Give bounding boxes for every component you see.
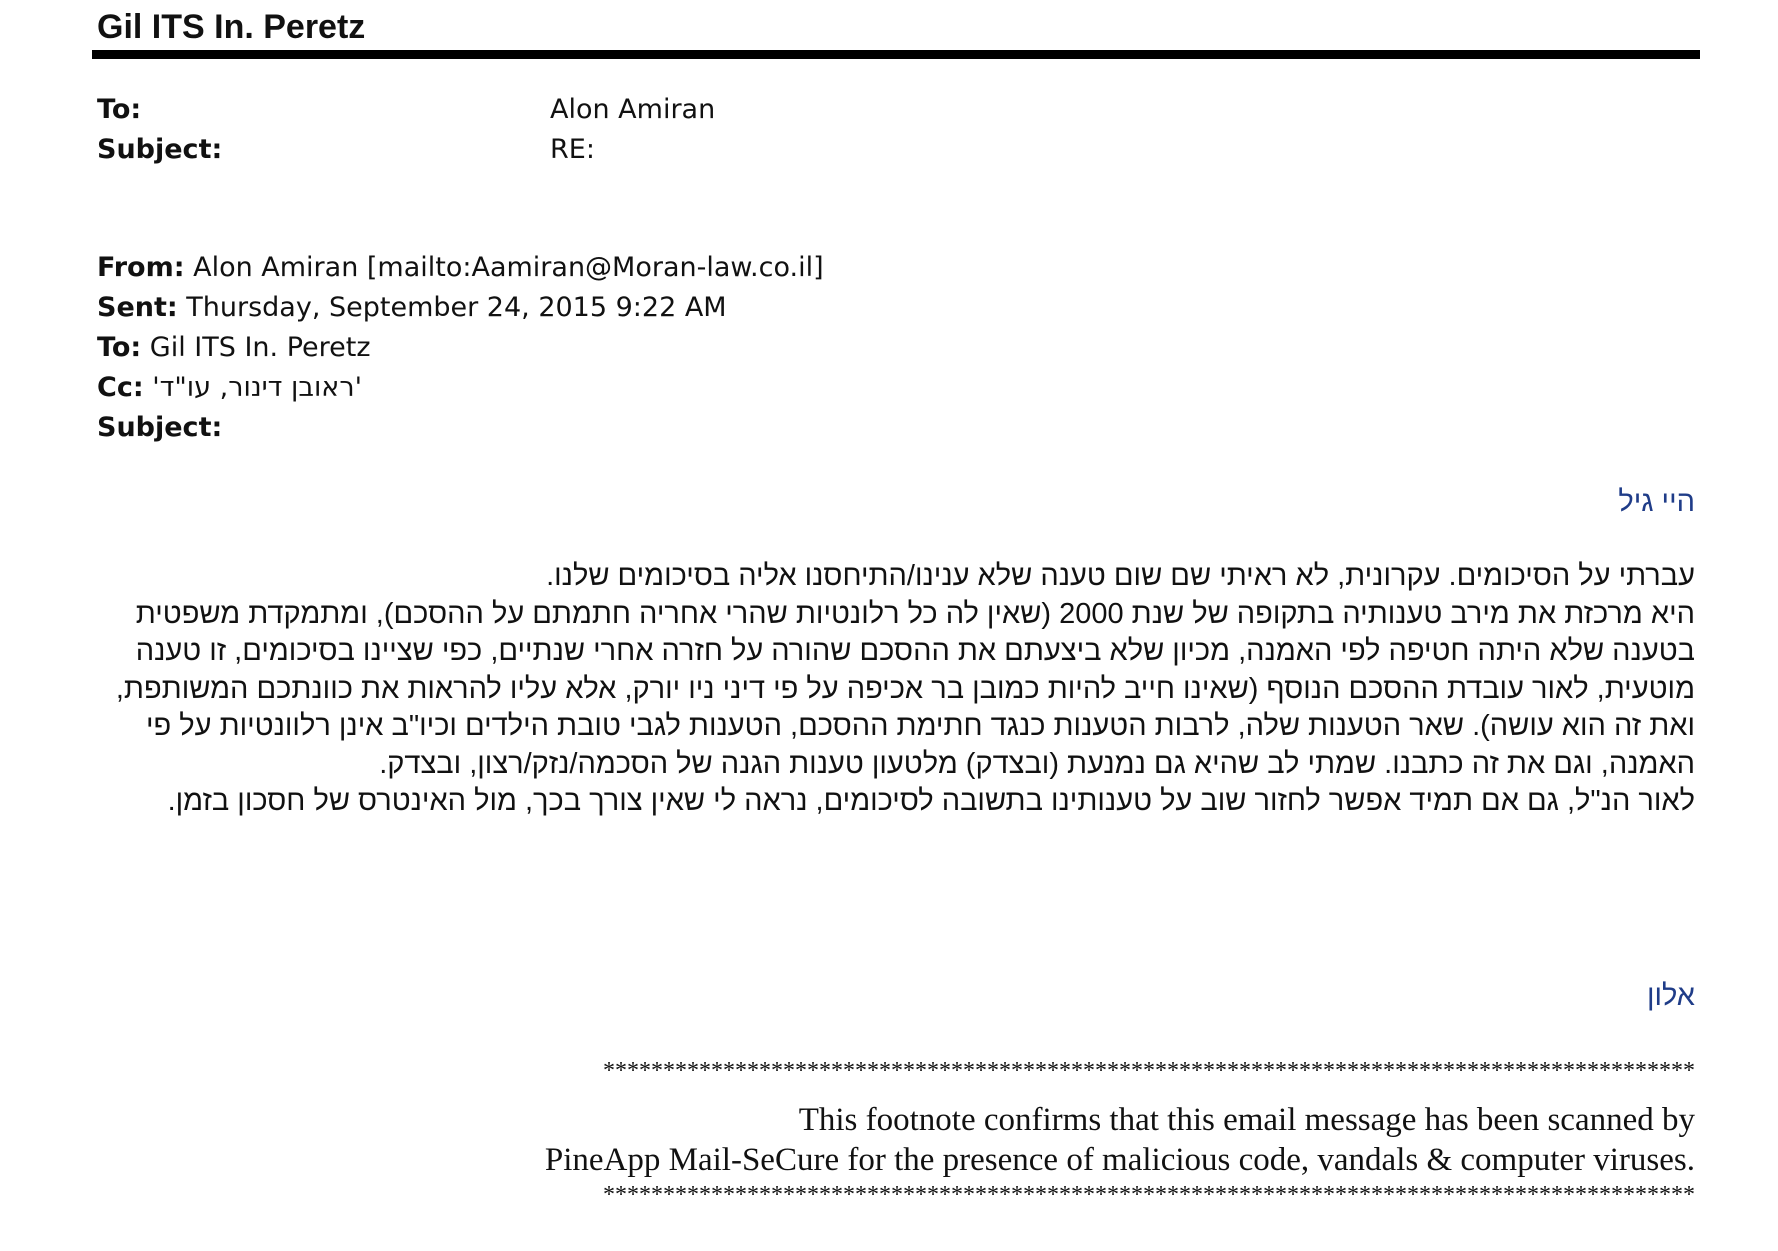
signoff-line: אלון	[1646, 980, 1695, 1012]
quoted-message-header	[97, 248, 824, 448]
quoted-sent-label: Sent:	[97, 292, 178, 323]
quoted-cc-line	[97, 368, 824, 408]
body-paragraph: היא מרכזת את מירב טענותיה בתקופה של שנת 2000 (שאין לה כל רלונטיות שהרי אחריה חתמתם על ההסכם), ומתמקדת משפטית בטענה שלא היתה חטיפה לפי האמנה, מכיון שלא ביצעתם את ההסכם שהורה על חזרה אחרי שנתיים, כפי שציינו בסיכומים, זו טענה מוטעית, לאור עובדת ההסכם הנוסף (שאינו חייב להיות כמובן בר אכיפה על פי דיני ניו יורק, אלא עליו להראות את כוונתכם המשותפת, ואת זה הוא עושה). שאר הטענות שלה, לרבות הטענות כנגד חתימת ההסכם, הטענות לגבי טובת הילדים וכיו"ב אינן רלוונטיות על פי האמנה, וגם את זה כתבנו. שמתי לב שהיא גם נמנעת (ובצדק) מלטעון טענות הגנה של הסכמה/נזק/רצון, ובצדק.	[115, 597, 1695, 780]
body-paragraph: עברתי על הסיכומים. עקרונית, לא ראיתי שם שום טענה שלא ענינו/התיחסנו אליה בסיכומים שלנו.	[546, 560, 1695, 592]
quoted-to-value: Gil ITS In. Peretz	[141, 332, 371, 363]
footnote-divider-bottom: *******************************************************************************************	[603, 1182, 1695, 1208]
greeting-line: היי גיל	[1618, 486, 1695, 518]
quoted-subject-line	[97, 408, 824, 448]
header-subject-value: RE:	[550, 134, 595, 165]
header-to-label: To:	[97, 94, 142, 125]
quoted-cc-value: 'ראובן דינור, עו"ד'	[143, 372, 363, 403]
quoted-from-label: From:	[97, 252, 185, 283]
footnote-line-2: PineApp Mail-SeCure for the presence of malicious code, vandals & computer viruses.	[544, 1142, 1695, 1178]
quoted-sent-value: Thursday, September 24, 2015 9:22 AM	[177, 292, 727, 323]
footnote-divider-top: *******************************************************************************************	[603, 1058, 1695, 1084]
quoted-cc-label: Cc:	[97, 372, 144, 403]
footnote-line-1: This footnote confirms that this email message has been scanned by	[798, 1102, 1695, 1138]
sender-name-heading: Gil ITS In. Peretz	[97, 8, 366, 46]
quoted-subject-label: Subject:	[97, 412, 223, 443]
header-subject-label: Subject:	[97, 134, 223, 165]
quoted-to-label: To:	[97, 332, 142, 363]
message-body	[95, 558, 1695, 821]
scan-footnote	[545, 1100, 1695, 1180]
body-paragraph: לאור הנ"ל, גם אם תמיד אפשר לחזור שוב על טענותינו בתשובה לסיכומים, נראה לי שאין צורך בכך, מול האינטרס של חסכון בזמן.	[167, 785, 1695, 817]
header-rule	[92, 50, 1700, 59]
quoted-to-line	[97, 328, 824, 368]
quoted-from-line	[97, 248, 824, 288]
quoted-from-value: Alon Amiran [mailto:Aamiran@Moran-law.co.il]	[184, 252, 824, 283]
header-to-value: Alon Amiran	[550, 94, 716, 125]
quoted-sent-line	[97, 288, 824, 328]
